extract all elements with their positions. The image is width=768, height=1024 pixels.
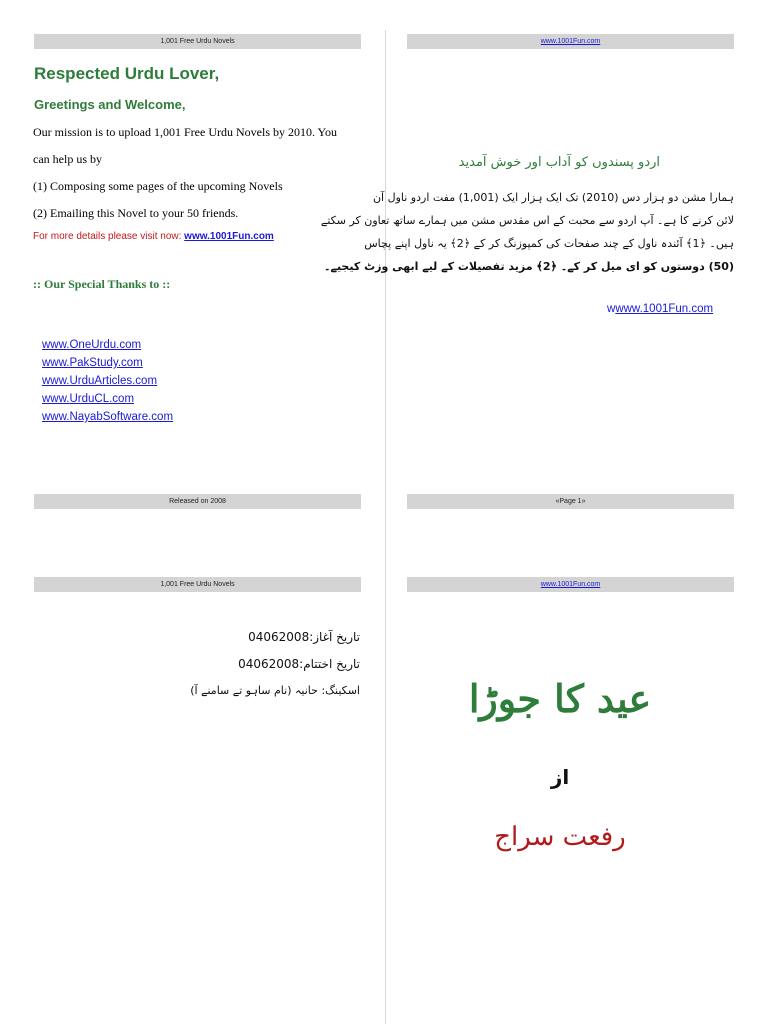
details-link[interactable]: www.1001Fun.com [184, 231, 274, 242]
header-link[interactable]: www.1001Fun.com [540, 38, 601, 45]
site-link-line [607, 303, 713, 315]
link-urducl[interactable]: www.UrduCL.com [42, 393, 135, 405]
mission-item-2: (2) Emailing this Novel to your 50 friends. [33, 206, 239, 220]
header-text: 1,001 Free Urdu Novels [160, 38, 235, 45]
details-text: For more details please visit now: [33, 231, 185, 242]
novel-title: عید کا جوڑا [468, 676, 652, 721]
link-oneurdu[interactable]: www.OneUrdu.com [42, 339, 142, 351]
author-name: رفعت سراج [494, 822, 626, 852]
details-line [33, 231, 274, 242]
link-pakstudy[interactable]: www.PakStudy.com [42, 357, 143, 369]
link-urduarticles[interactable]: www.UrduArticles.com [42, 375, 158, 387]
page3-header [34, 577, 361, 592]
start-label: تاریخ آغاز: [309, 630, 360, 644]
urdu-line-3: ہیں۔ ﴿1﴾ آئندہ ناول کے چند صفحات کی کمپوزنگ کر کے ﴿2﴾ یہ ناول اپنے پچاس [364, 237, 734, 250]
greeting: Greetings and Welcome, [34, 97, 186, 112]
page-title: Respected Urdu Lover, [34, 64, 220, 83]
link-nayabsoftware[interactable]: www.NayabSoftware.com [42, 411, 174, 423]
end-label: تاریخ اختتام: [299, 657, 360, 671]
page2-header [407, 34, 734, 49]
urdu-line-4: (50) دوستوں کو ای میل کر کے۔ ﴿2﴾ مزید تفصیلات کے لیے ابھی وزٹ کیجیے۔ [324, 260, 734, 273]
urdu-title: اردو پسندوں کو آداب اور خوش آمدید [458, 155, 660, 170]
start-value: 04062008 [248, 630, 310, 644]
footer-text: Released on 2008 [169, 498, 226, 505]
page-divider [385, 30, 386, 1024]
header-link[interactable]: www.1001Fun.com [540, 581, 601, 588]
page1-footer [34, 494, 361, 509]
by-label: از [550, 765, 570, 789]
header-text: 1,001 Free Urdu Novels [160, 581, 235, 588]
mission-item-1: (1) Composing some pages of the upcoming Novels [33, 179, 283, 193]
mission-line-2: can help us by [33, 152, 102, 166]
scanning-credit: اسکینگ: حانیہ (نام ساہو تے سامنے آ) [190, 684, 360, 697]
site-link[interactable]: www.1001Fun.com [615, 303, 714, 315]
urdu-line-1: ہمارا مشن دو ہزار دس (2010) تک ایک ہزار ایک (1,001) مفت اردو ناول آن [372, 191, 734, 204]
end-date [200, 657, 360, 671]
link-prefix: w [607, 303, 616, 315]
urdu-line-2: لائن کرنے کا ہے۔ آپ اردو سے محبت کے اس مقدس مشن میں ہمارے ساتھ تعاون کر سکتے [320, 214, 734, 227]
page4-header [407, 577, 734, 592]
page1-header [34, 34, 361, 49]
mission-line-1: Our mission is to upload 1,001 Free Urdu Novels by 2010. You [33, 125, 338, 139]
page-number: «Page 1» [555, 498, 586, 505]
end-value: 04062008 [238, 657, 300, 671]
page2-footer [407, 494, 734, 509]
start-date [200, 630, 360, 644]
special-thanks-heading: :: Our Special Thanks to :: [33, 277, 171, 291]
